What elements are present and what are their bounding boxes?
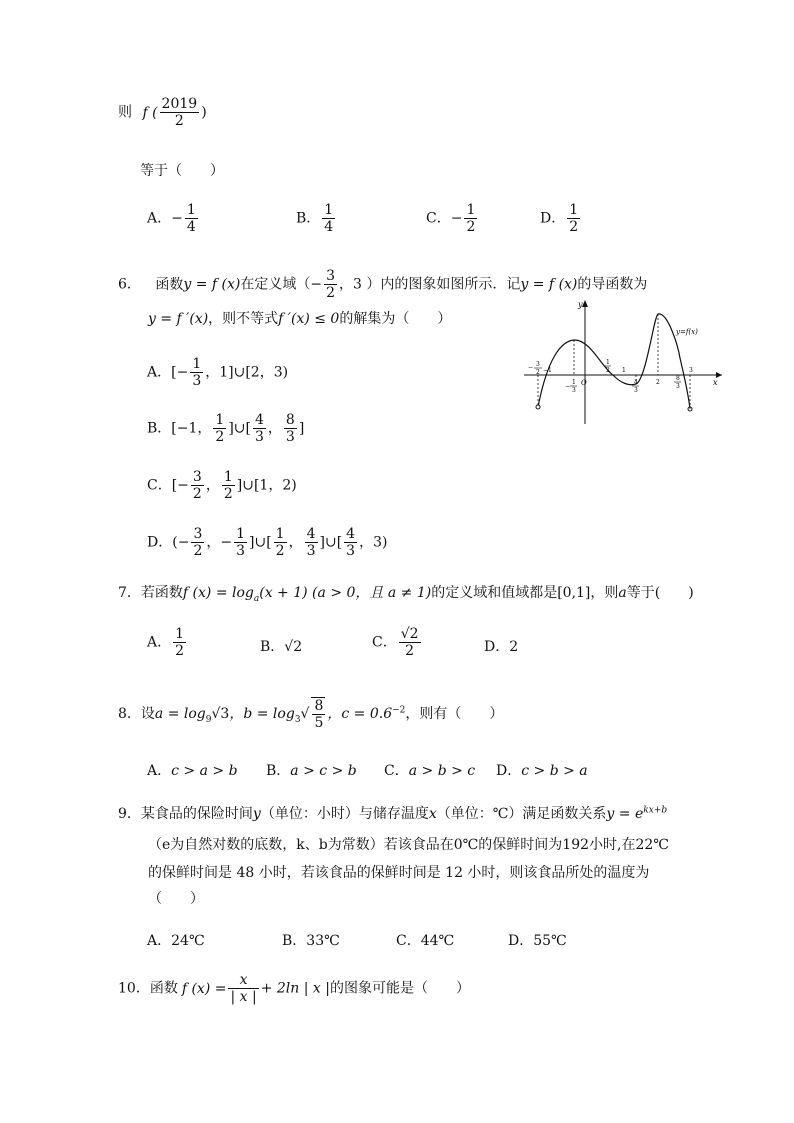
option-text: (− [172,534,190,551]
frac-num: 1 [324,202,334,218]
tick-1: 1 [622,367,626,374]
q6-text: 的解集为（ ） [339,311,452,327]
option-text: ， [205,477,220,494]
frac-den: 3 [285,429,295,446]
q8-number: 8． [118,706,141,723]
q9-text: 某食品的保险时间 [140,806,253,822]
q7-expr: f (x) = log [182,585,254,601]
tick-m32-den: 2 [536,369,540,376]
q8-stem [118,697,503,731]
q9-option-d[interactable] [508,930,567,950]
q9-option-b[interactable] [282,930,340,950]
q8-option-d[interactable] [496,760,588,780]
q10-text: 函数 [149,980,178,997]
option-fraction [185,202,198,235]
q7-text: 等于( ) [626,585,694,601]
frac-num: 1 [175,626,185,642]
q7-text: 若函数 [140,585,183,601]
q9-var: y [252,806,261,822]
option-text: [−1， [171,420,212,437]
q8-exponent: −2 [392,705,406,716]
q6-function-graph [518,296,728,426]
frac-den: 2 [223,486,233,503]
q5-close: ) [201,104,207,121]
frac-num: 4 [306,526,316,542]
q6-option-d[interactable] [147,526,387,559]
option-fraction [191,469,204,502]
q6-expr: y = f (x) [520,276,578,293]
q5-stem [118,96,207,129]
option-text: ]∪[ [249,534,272,551]
frac-den: 3 [254,429,264,446]
q5-option-d[interactable] [540,202,582,235]
q7-option-d[interactable] [484,636,518,656]
frac-num: 1 [275,526,285,542]
q10-fraction [228,972,258,1005]
option-fraction [464,202,477,235]
tick-m13-den: 3 [572,387,576,394]
option-value: 44℃ [420,933,455,949]
option-fraction [305,526,318,559]
x-axis-label: x [713,378,718,387]
frac-den: 2 [326,285,336,302]
option-label: C． [426,210,451,227]
option-label: A． [147,634,172,651]
option-fraction [213,412,226,445]
option-fraction [322,202,335,235]
q8-radical-icon: √ [300,706,310,723]
frac-den: | x | [230,989,257,1006]
option-fraction [274,526,287,559]
frac-den: 3 [236,543,246,560]
option-fraction [191,526,204,559]
q10-expr: f (x) = [181,980,227,997]
option-text: ， [267,420,282,437]
option-label: C． [384,763,409,779]
option-text: ] [298,420,305,437]
option-sign: − [450,210,463,227]
q10-text: 的图象可能是（ ） [329,980,470,997]
q7-option-a[interactable] [147,626,188,659]
tick-3: 3 [689,367,693,374]
option-value: c > a > b [171,763,238,779]
frac-num: 3 [192,469,202,485]
option-label: A． [147,210,172,227]
frac-den: 2 [466,219,476,236]
q7-base: a [253,593,260,604]
tick-12-num: 1 [606,359,610,366]
frac-den: 3 [192,373,202,390]
q5-fraction [160,96,200,129]
tick-minus-sign: − [528,364,534,371]
q8-expr: a = log [154,706,206,723]
option-value: 33℃ [306,933,340,949]
frac-num: 1 [236,526,246,542]
q9-stem-line3: 的保鲜时间是 48 小时，若该食品的保鲜时间是 12 小时，则该食品所处的温度为 [148,865,650,881]
q6-text: 函数 [155,276,184,293]
option-label: B． [147,420,172,437]
option-text: [− [171,364,189,381]
option-fraction [234,526,247,559]
q9-exponent: kx+b [643,805,668,816]
option-label: D． [496,763,522,779]
option-label: B． [282,933,307,949]
origin-label: O [581,379,587,387]
frac-den: 3 [306,543,316,560]
frac-num: 3 [326,268,336,284]
q6-domain-fraction [324,268,337,301]
option-label: C． [396,933,421,949]
q8-text: ，则有（ ） [405,706,504,723]
option-text: ]∪[ [319,534,343,551]
option-fraction [399,626,421,659]
q7-stem [118,582,694,604]
q6-option-a[interactable] [147,356,288,389]
q6-number: 6． [118,276,141,293]
option-value: a > b > c [408,763,476,779]
frac-num: 1 [192,356,202,372]
q9-number: 9． [118,806,141,822]
tick-2: 2 [656,379,660,386]
q8-expr: ，b = log [229,706,295,723]
frac-num: 8 [314,698,324,714]
option-text: ]∪[ [228,420,251,437]
tick-m13-num: 1 [572,379,576,386]
q10-expr: + 2ln | x | [260,980,330,997]
frac-num: 4 [254,412,264,428]
tick-43-den: 3 [634,387,638,394]
q7-expr: (x + 1) (a > 0，且 a ≠ 1) [259,585,432,601]
q6-text: 在定义域（− [240,276,323,293]
q8-text: 设 [140,706,155,723]
option-label: B． [260,639,285,655]
frac-den: 4 [324,219,334,236]
frac-den: 3 [346,543,356,560]
q6-expr: y = f ′(x) [148,311,209,327]
q7-option-b[interactable] [260,636,302,656]
q9-text: （单位：小时）与储存温度 [260,806,429,822]
tick-m1: −1 [543,367,552,374]
option-text: ， [288,534,303,551]
y-axis-arrow-icon [582,300,588,307]
function-curve [538,314,690,409]
frac-num: 1 [215,412,225,428]
frac-num: 8 [285,412,295,428]
q7-option-c[interactable] [372,626,423,659]
option-sign: − [171,210,183,227]
q9-option-a[interactable] [147,930,205,950]
frac-den: 2 [192,486,202,503]
option-value: 2 [509,639,519,655]
q9-stem-line1 [118,803,667,823]
frac-den: 2 [175,643,185,660]
q5-dengyu: 等于（ ） [140,163,224,179]
option-value: √2 [284,639,303,655]
q9-stem-line4: （ ） [148,891,204,907]
option-value: c > b > a [521,763,588,779]
option-text: ，− [206,534,233,551]
frac-num: 3 [193,526,203,542]
q6-stem-line2 [148,308,451,328]
option-fraction [190,356,203,389]
q6-text: 的导函数为 [577,276,648,293]
option-fraction [284,412,297,445]
option-text: ，3) [359,534,388,551]
option-label: C． [147,477,172,494]
q7-text: 的定义域和值域都是[0,1]，则 [431,585,619,601]
option-text: ，1]∪[2，3) [205,364,289,381]
q6-text: ，则不等式 [208,311,279,327]
option-label: B． [296,210,321,227]
q8-option-c[interactable] [384,760,475,780]
option-label: D． [147,534,173,551]
tick-83-den: 3 [676,383,680,390]
frac-den: 2 [405,643,415,660]
option-label: A． [147,763,172,779]
option-value: 55℃ [533,933,567,949]
q5-option-b[interactable] [296,202,337,235]
q5-num: 2019 [161,96,198,112]
q6-option-b[interactable] [147,412,304,445]
q8-radical-fraction [311,697,325,731]
q8-base: 3 [294,714,301,725]
q8-option-a[interactable] [147,760,238,780]
tick-83-num: 8 [676,375,680,382]
option-label: A． [147,364,172,381]
option-label: C． [372,634,397,651]
q9-text: （单位：℃）满足函数关系 [436,806,607,822]
q9-var: x [428,806,437,822]
y-axis-label: y [578,300,583,309]
frac-num: x [228,972,258,989]
tick-12-den: 2 [606,367,610,374]
q6-expr: y = f (x) [183,276,241,293]
q10-number: 10． [118,980,150,997]
q7-var: a [618,585,627,601]
function-label: y=f(x) [676,328,698,336]
option-fraction [173,626,186,659]
option-value: a > c > b [290,763,357,779]
option-label: D． [540,210,566,227]
option-label: B． [266,763,291,779]
tick-43-num: 4 [634,379,638,386]
option-label: D． [484,639,510,655]
option-fraction [222,469,235,502]
q5-ze: 则 [118,104,132,121]
frac-den: 2 [193,543,203,560]
option-value: 24℃ [171,933,205,949]
frac-num: 1 [569,202,579,218]
q6-expr: f ′(x) ≤ 0 [278,311,340,327]
q5-option-a[interactable] [147,202,200,235]
option-label: D． [508,933,534,949]
q9-option-c[interactable] [396,930,454,950]
tick-m32-num: 3 [536,361,540,368]
option-fraction [253,412,266,445]
frac-den: 2 [215,429,225,446]
frac-den: 2 [275,543,285,560]
q9-stem-line2: （e为自然对数的底数，k、b为常数）若该食品在0℃的保鲜时间为192小时,在22℃ [148,837,669,853]
frac-num: 1 [466,202,476,218]
q7-number: 7． [118,585,141,601]
option-text: [− [171,477,189,494]
q10-stem [118,972,470,1005]
q8-option-b[interactable] [266,760,357,780]
q5-option-c[interactable] [426,202,479,235]
frac-den: 4 [186,219,196,236]
q6-text: ，3 ）内的图象如图所示．记 [339,276,521,293]
q6-option-c[interactable] [147,469,297,502]
q8-arg: √3 [211,706,230,723]
option-fraction [344,526,357,559]
q9-expr: y = e [606,806,644,822]
q8-expr: ，c = 0.6 [327,706,393,723]
option-fraction [567,202,580,235]
q8-base: 9 [205,714,212,725]
frac-num: 1 [186,202,196,218]
q5-f: f ( [142,104,158,121]
q5-den: 2 [174,113,184,130]
option-label: A． [147,933,172,949]
frac-num: 4 [346,526,356,542]
option-text: ]∪[1，2) [236,477,297,494]
frac-num: 1 [223,469,233,485]
frac-num: √2 [400,626,419,642]
frac-den: 5 [314,715,324,732]
tick-m13-minus: − [565,383,571,390]
frac-den: 2 [569,219,579,236]
